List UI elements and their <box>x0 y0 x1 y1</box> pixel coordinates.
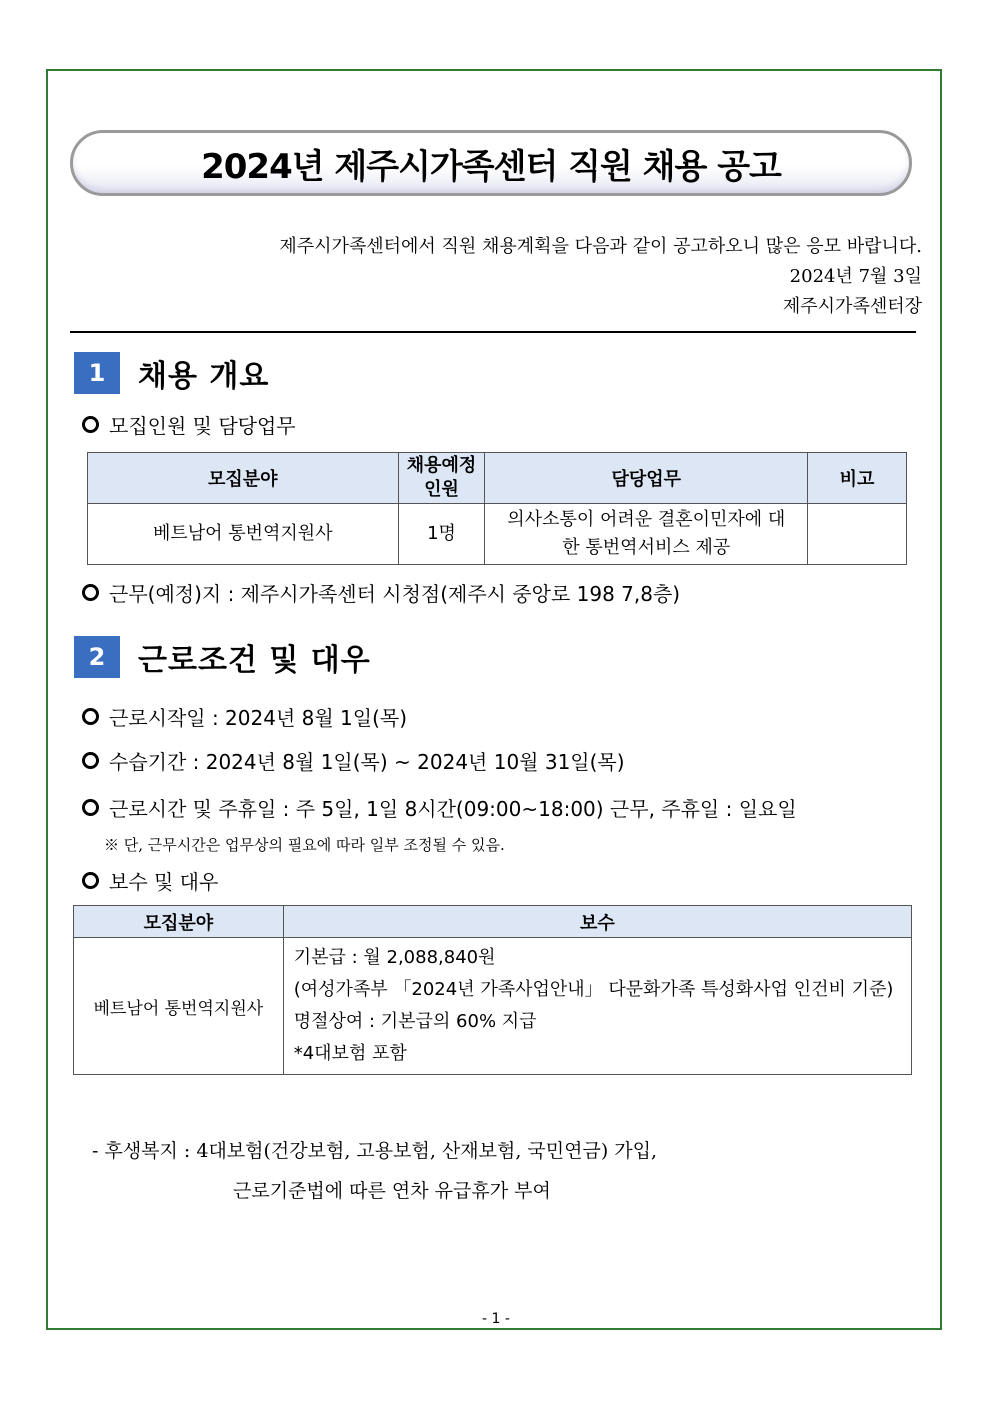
table-row <box>74 938 912 1075</box>
welfare-line-1: - 후생복지 : 4대보험(건강보험, 고용보험, 산재보험, 국민연금) 가입, <box>92 1140 658 1162</box>
section-1-header <box>74 352 269 394</box>
intro-text: 제주시가족센터에서 직원 채용계획을 다음과 같이 공고하오니 많은 응모 바랍니다. <box>279 236 922 257</box>
table-row <box>88 504 907 565</box>
intro-block <box>279 232 922 322</box>
circle-bullet-icon <box>82 416 99 433</box>
cell-count: 1명 <box>398 504 485 565</box>
circle-bullet-icon <box>82 752 99 769</box>
bullet-start <box>82 702 407 731</box>
bullet-pay-text: 보수 및 대우 <box>109 870 219 894</box>
cell-pay <box>283 938 911 1075</box>
page-title: 2024년 제주시가족센터 직원 채용 공고 <box>201 146 781 187</box>
pay-line: *4대보험 포함 <box>293 1043 407 1064</box>
header-field: 모집분야 <box>88 453 399 504</box>
divider <box>70 331 916 333</box>
header-count: 채용예정 인원 <box>398 453 485 504</box>
circle-bullet-icon <box>82 708 99 725</box>
header-field: 모집분야 <box>74 906 284 938</box>
cell-field: 베트남어 통번역지원사 <box>88 504 399 565</box>
bullet-hours-text: 근로시간 및 주휴일 : 주 5일, 1일 8시간(09:00~18:00) 근무, 주휴일 : 일요일 <box>109 797 797 821</box>
header-duty: 담당업무 <box>485 453 808 504</box>
bullet-probation-text: 수습기간 : 2024년 8월 1일(목) ~ 2024년 10월 31일(목) <box>109 750 625 774</box>
pay-table <box>73 905 912 1075</box>
circle-bullet-icon <box>82 799 99 816</box>
page-number: - 1 - <box>482 1311 510 1327</box>
title-banner <box>70 130 912 196</box>
circle-bullet-icon <box>82 584 99 601</box>
section-2-title: 근로조건 및 대우 <box>138 643 371 678</box>
cell-note <box>808 504 907 565</box>
pay-line: 명절상여 : 기본급의 60% 지급 <box>293 1011 537 1032</box>
bullet-recruit <box>82 410 296 439</box>
section-2-header <box>74 636 371 678</box>
section-1-number: 1 <box>74 352 120 394</box>
pay-line: (여성가족부 「2024년 가족사업안내」 다문화가족 특성화사업 인건비 기준) <box>293 979 894 1000</box>
intro-date: 2024년 7월 3일 <box>789 266 922 287</box>
intro-issuer: 제주시가족센터장 <box>782 296 922 317</box>
bullet-recruit-text: 모집인원 및 담당업무 <box>109 414 296 438</box>
bullet-hours <box>82 793 797 822</box>
bullet-probation <box>82 746 625 775</box>
bullet-location <box>82 578 680 607</box>
circle-bullet-icon <box>82 872 99 889</box>
header-pay: 보수 <box>283 906 911 938</box>
section-1-title: 채용 개요 <box>138 359 270 394</box>
hours-note: ※ 단, 근무시간은 업무상의 필요에 따라 일부 조정될 수 있음. <box>104 836 505 854</box>
cell-duty: 의사소통이 어려운 결혼이민자에 대한 통번역서비스 제공 <box>485 504 808 565</box>
table-header-row <box>88 453 907 504</box>
bullet-location-text: 근무(예정)지 : 제주시가족센터 시청점(제주시 중앙로 198 7,8층) <box>109 582 681 606</box>
bullet-pay <box>82 866 218 895</box>
recruit-table <box>87 452 907 565</box>
table-header-row <box>74 906 912 938</box>
section-2-number: 2 <box>74 636 120 678</box>
cell-field: 베트남어 통번역지원사 <box>74 938 284 1075</box>
welfare-line-2: 근로기준법에 따른 연차 유급휴가 부여 <box>233 1180 551 1202</box>
pay-line: 기본급 : 월 2,088,840원 <box>293 947 496 968</box>
bullet-start-text: 근로시작일 : 2024년 8월 1일(목) <box>109 706 408 730</box>
header-note: 비고 <box>808 453 907 504</box>
